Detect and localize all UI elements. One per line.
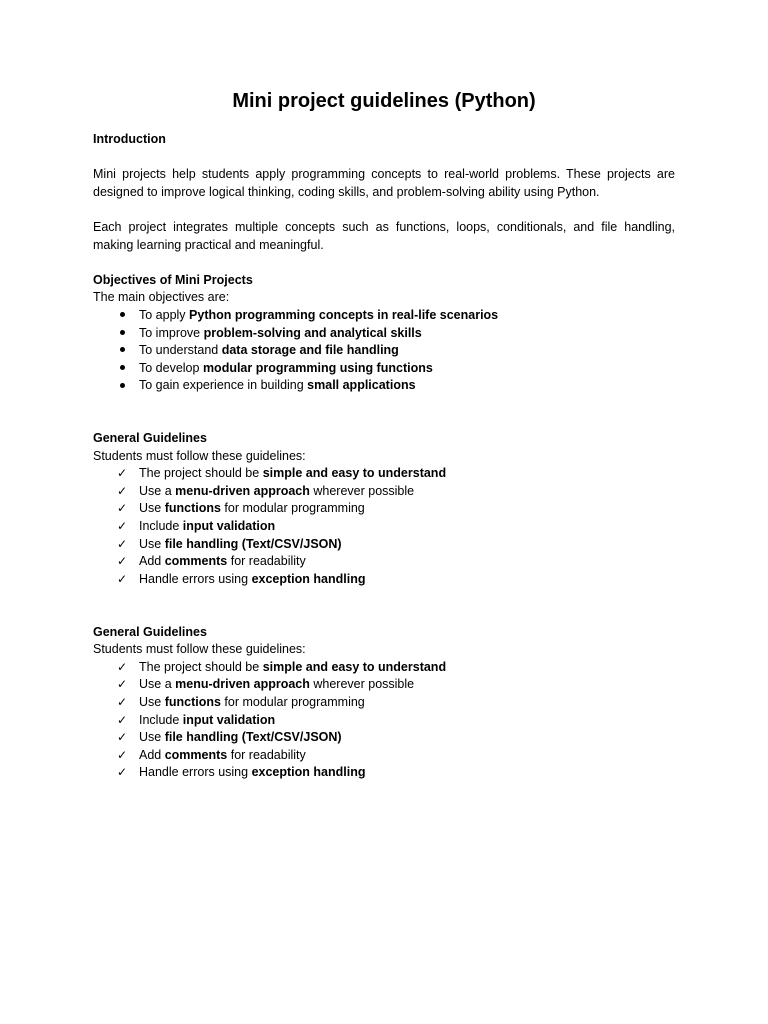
list-item-bold-text: exception handling bbox=[251, 571, 366, 586]
list-item-text: wherever possible bbox=[309, 483, 415, 498]
list-item-bold-text: modular programming using functions bbox=[202, 360, 433, 375]
bullet-icon bbox=[115, 377, 129, 395]
introduction-paragraph: Each project integrates multiple concepts such as functions, loops, conditionals, and file handling, making learning practical and meaningful. bbox=[93, 219, 675, 252]
check-mark-icon: ✓ bbox=[116, 747, 128, 762]
list-item-bold-text: functions bbox=[164, 695, 221, 709]
list-item-text: wherever possible bbox=[309, 677, 415, 692]
list-item-bold-text: small applications bbox=[307, 378, 416, 393]
list-item bbox=[93, 764, 675, 782]
list-item-bold-text: menu-driven approach bbox=[175, 483, 310, 498]
bullet-icon bbox=[115, 307, 129, 325]
list-item bbox=[93, 536, 675, 554]
introduction-heading: Introduction bbox=[93, 132, 166, 146]
list-item-bold-text: exception handling bbox=[251, 765, 366, 780]
check-mark-icon: ✓ bbox=[116, 554, 128, 569]
list-item-bold-text: comments bbox=[164, 554, 228, 569]
check-mark-icon: ✓ bbox=[116, 571, 128, 586]
objectives-list bbox=[93, 307, 675, 395]
list-item-bold-text: menu-driven approach bbox=[175, 677, 310, 692]
list-item-text: Add bbox=[139, 554, 165, 569]
list-item bbox=[93, 465, 675, 483]
bullet-dot-icon bbox=[120, 312, 125, 317]
document-title: Mini project guidelines (Python) bbox=[232, 90, 536, 112]
guidelines-list bbox=[93, 465, 675, 588]
list-item bbox=[93, 729, 675, 747]
list-item-bold-text: input validation bbox=[182, 519, 276, 534]
list-item-bold-text: input validation bbox=[182, 712, 276, 727]
check-mark-icon: ✓ bbox=[116, 712, 128, 727]
list-item-text: Use a bbox=[139, 677, 176, 692]
list-item-text: Use bbox=[139, 536, 165, 551]
spacer bbox=[93, 149, 675, 167]
check-mark-icon: ✓ bbox=[116, 519, 128, 534]
list-item-text: Use bbox=[139, 730, 165, 745]
list-item bbox=[93, 553, 675, 571]
list-item bbox=[93, 518, 675, 536]
list-item-bold-text: functions bbox=[164, 501, 221, 516]
check-mark-icon: ✓ bbox=[116, 483, 128, 498]
list-item-text: for modular programming bbox=[220, 501, 365, 516]
spacer bbox=[93, 201, 675, 219]
list-item-bold-text: file handling (Text/CSV/JSON) bbox=[164, 730, 342, 745]
check-mark-icon: ✓ bbox=[116, 730, 128, 745]
guidelines-intro: Students must follow these guidelines: bbox=[93, 448, 306, 463]
list-item-bold-text: Python programming concepts in real-life scenarios bbox=[189, 307, 499, 322]
list-item-bold-text: simple and easy to understand bbox=[262, 466, 447, 481]
list-item-bold-text: comments bbox=[164, 747, 228, 762]
list-item bbox=[93, 483, 675, 501]
list-item-text: To apply bbox=[139, 307, 190, 322]
check-mark-icon: ✓ bbox=[116, 695, 128, 709]
list-item bbox=[93, 694, 675, 712]
list-item bbox=[93, 307, 675, 325]
list-item-text: The project should be bbox=[139, 466, 263, 481]
check-mark-icon: ✓ bbox=[116, 466, 128, 481]
list-item-text: Use a bbox=[139, 483, 176, 498]
list-item bbox=[93, 747, 675, 765]
bullet-dot-icon bbox=[120, 330, 125, 335]
spacer bbox=[93, 395, 675, 430]
list-item bbox=[93, 571, 675, 589]
spacer bbox=[93, 588, 675, 623]
bullet-dot-icon bbox=[120, 365, 125, 370]
document-content bbox=[93, 88, 675, 782]
list-item-bold-text: problem-solving and analytical skills bbox=[203, 325, 422, 340]
list-item-text: Use bbox=[139, 501, 165, 516]
list-item bbox=[93, 676, 675, 694]
list-item-text: To improve bbox=[139, 325, 204, 340]
list-item-text: Handle errors using bbox=[139, 765, 252, 780]
objectives-intro: The main objectives are: bbox=[93, 290, 230, 305]
list-item bbox=[93, 377, 675, 395]
list-item-text: To understand bbox=[139, 343, 222, 358]
list-item-text: Add bbox=[139, 747, 165, 762]
bullet-icon bbox=[115, 360, 129, 378]
list-item-bold-text: simple and easy to understand bbox=[262, 659, 447, 674]
objectives-heading: Objectives of Mini Projects bbox=[93, 272, 253, 287]
list-item-text: Include bbox=[139, 712, 183, 727]
list-item-text: Include bbox=[139, 519, 183, 534]
spacer bbox=[93, 254, 675, 272]
check-mark-icon: ✓ bbox=[116, 677, 128, 692]
check-mark-icon: ✓ bbox=[116, 659, 128, 674]
bullet-dot-icon bbox=[120, 347, 125, 352]
guidelines-heading: General Guidelines bbox=[93, 624, 207, 639]
list-item-bold-text: file handling (Text/CSV/JSON) bbox=[164, 536, 342, 551]
list-item-bold-text: data storage and file handling bbox=[221, 343, 399, 358]
list-item-text: Use bbox=[139, 695, 165, 709]
check-mark-icon: ✓ bbox=[116, 501, 128, 516]
list-item-text: for readability bbox=[227, 747, 306, 762]
list-item bbox=[93, 342, 675, 360]
list-item bbox=[93, 360, 675, 378]
list-item bbox=[93, 659, 675, 677]
bullet-icon bbox=[115, 325, 129, 343]
list-item-text: To gain experience in building bbox=[139, 378, 308, 393]
introduction-paragraph: Mini projects help students apply programming concepts to real-world problems. These projects are designed to improve logical thinking, coding skills, and problem-solving ability using Python. bbox=[93, 167, 675, 199]
check-mark-icon: ✓ bbox=[116, 765, 128, 780]
list-item-text: To develop bbox=[139, 360, 203, 375]
check-mark-icon: ✓ bbox=[116, 536, 128, 551]
bullet-icon bbox=[115, 342, 129, 360]
guidelines-heading: General Guidelines bbox=[93, 431, 207, 446]
guidelines-list bbox=[93, 659, 675, 782]
list-item-text: Handle errors using bbox=[139, 571, 252, 586]
list-item bbox=[93, 712, 675, 730]
list-item bbox=[93, 500, 675, 518]
list-item-text: for modular programming bbox=[220, 695, 365, 709]
guidelines-intro: Students must follow these guidelines: bbox=[93, 642, 306, 657]
list-item-text: The project should be bbox=[139, 659, 263, 674]
bullet-dot-icon bbox=[120, 383, 125, 388]
list-item-text: for readability bbox=[227, 554, 306, 569]
list-item bbox=[93, 325, 675, 343]
